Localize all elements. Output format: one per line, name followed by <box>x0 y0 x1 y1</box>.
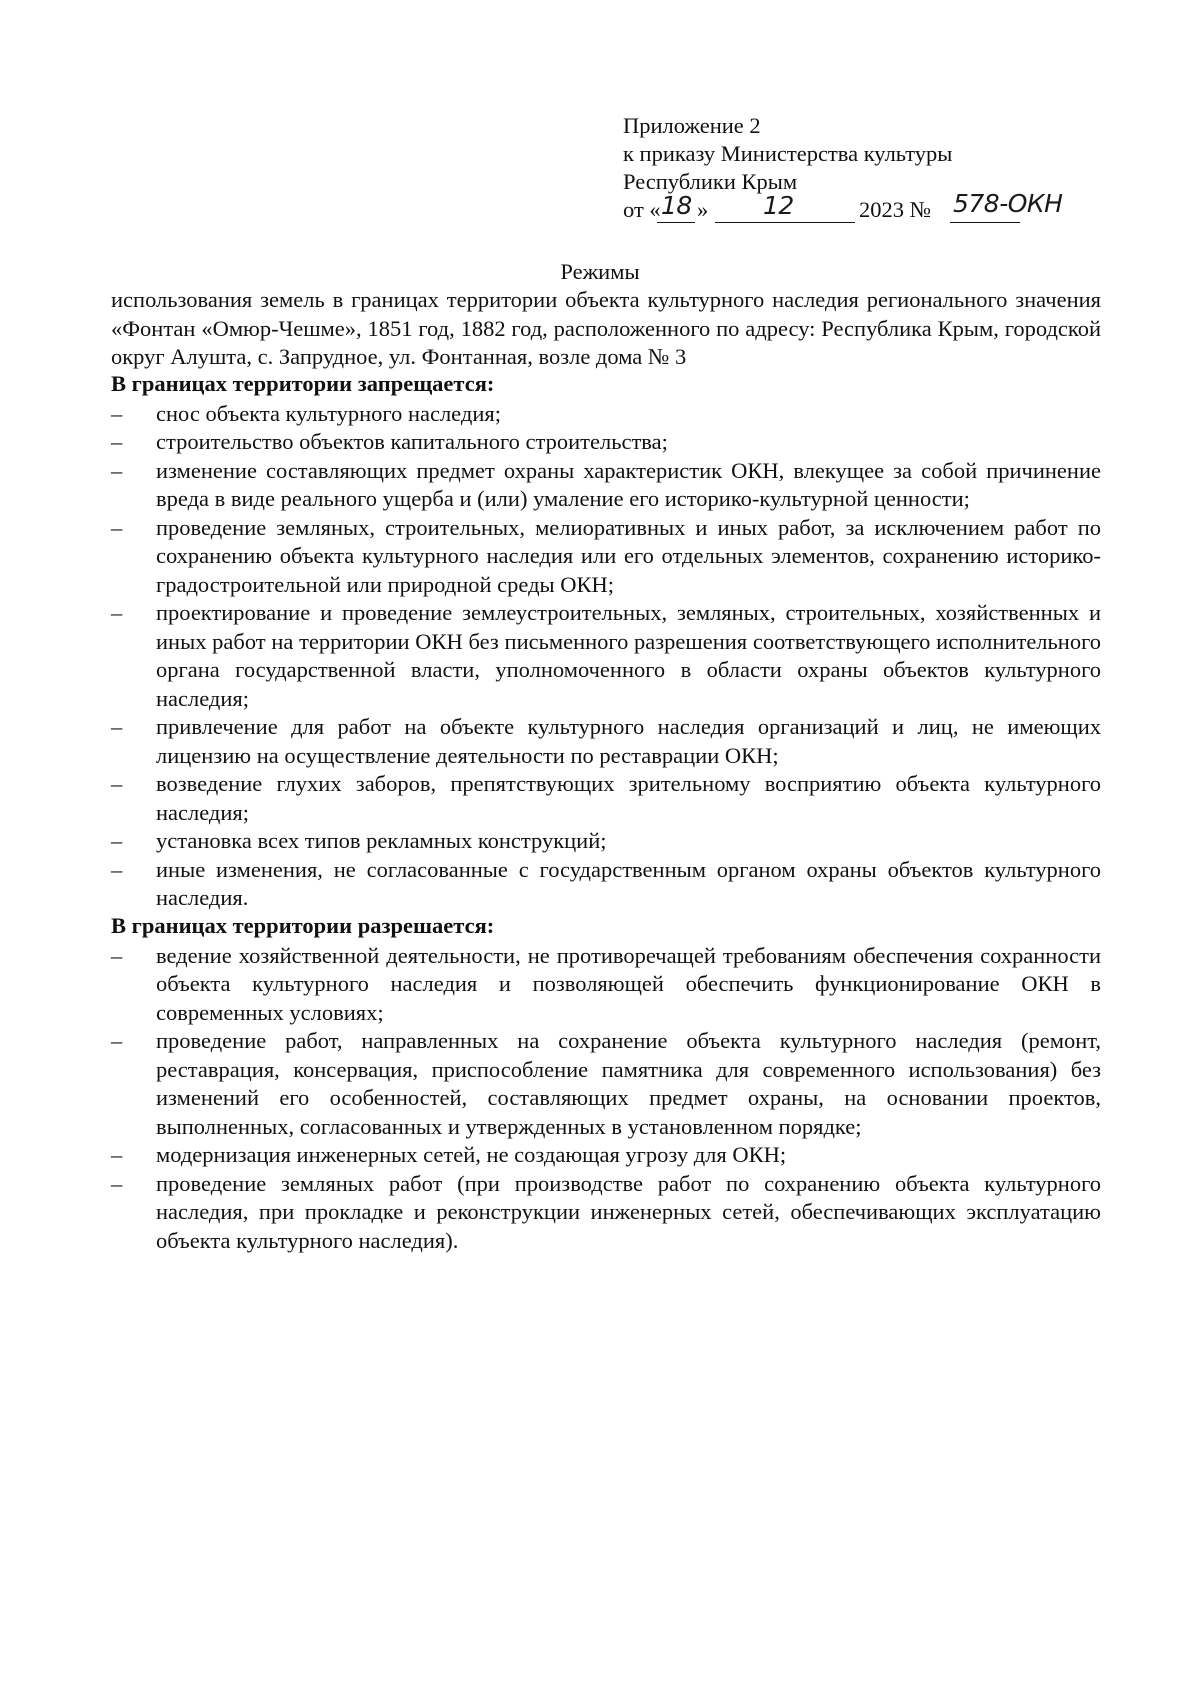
prohibited-heading: В границах территории запрещается: <box>111 371 495 396</box>
dash-marker: – <box>111 714 123 739</box>
list-item-text: модернизация инженерных сетей, не создающая угрозу для ОКН; <box>156 1142 787 1167</box>
dash-marker: – <box>111 856 123 882</box>
dash-marker: – <box>111 1170 123 1196</box>
dash-marker: – <box>111 1142 123 1167</box>
dash-marker: – <box>111 400 123 426</box>
list-item-text: привлечение для работ на объекте культурного наследия организаций и лиц, не имеющих лицензию на осуществление деятельности по реставрации ОКН; <box>156 714 1101 768</box>
list-item <box>111 599 1101 713</box>
list-item-text: иные изменения, не согласованные с государственным органом охраны объектов культурного наследия. <box>156 856 1101 910</box>
document-subtitle: использования земель в границах территории объекта культурного наследия регионального значения «Фонтан «Омюр-Чешме», 1851 год, 1882 год, расположенного по адресу: Республика Крым, городской округ Алушта, с. Запрудное, ул. Фонтанная, возле дома № 3 <box>111 287 1101 369</box>
appendix-date-line <box>623 189 1103 230</box>
list-item-text: изменение составляющих предмет охраны характеристик ОКН, влекущее за собой причинение вреда в виде реального ущерба и (или) умаление его историко-культурной ценности; <box>156 457 1101 511</box>
date-year-number-label: 2023 № <box>859 197 932 222</box>
dash-marker: – <box>111 771 123 796</box>
list-item <box>111 457 1101 514</box>
list-item-text: возведение глухих заборов, препятствующих зрительному восприятию объекта культурного наследия; <box>156 771 1101 825</box>
list-item-text: ведение хозяйственной деятельности, не противоречащей требованиям обеспечения сохранности объекта культурного наследия и позволяющей обеспечить функционирование ОКН в современных условиях; <box>156 942 1101 1025</box>
dash-marker: – <box>111 429 123 454</box>
list-item-text: снос объекта культурного наследия; <box>156 400 501 426</box>
list-item <box>111 1170 1101 1256</box>
list-item-text: установка всех типов рекламных конструкций; <box>156 828 607 853</box>
dash-marker: – <box>111 942 123 968</box>
order-number-handwritten: 578-ОКН <box>953 189 1063 218</box>
list-item-text: проведение земляных работ (при производстве работ по сохранению объекта культурного наследия, при прокладке и реконструкции инженерных сетей, обеспечивающих эксплуатацию объекта культурного наследия). <box>156 1170 1101 1253</box>
list-item <box>111 514 1101 600</box>
list-item <box>111 770 1101 827</box>
list-item <box>111 400 1101 429</box>
prohibited-list <box>111 400 1101 913</box>
dash-marker: – <box>111 828 123 853</box>
list-item <box>111 428 1101 457</box>
dash-marker: – <box>111 600 123 625</box>
dash-marker: – <box>111 1028 123 1053</box>
allowed-section <box>111 912 1101 1255</box>
list-item <box>111 713 1101 770</box>
dash-marker: – <box>111 457 123 483</box>
date-month-handwritten: 12 <box>763 191 794 220</box>
appendix-number: Приложение 2 <box>623 113 761 138</box>
list-item <box>111 1141 1101 1170</box>
prohibited-section <box>111 370 1101 913</box>
dash-marker: – <box>111 514 123 540</box>
list-item <box>111 942 1101 1028</box>
list-item <box>111 856 1101 913</box>
date-day-close: » <box>697 197 709 222</box>
appendix-header <box>623 112 1103 230</box>
allowed-heading: В границах территории разрешается: <box>111 913 495 938</box>
appendix-order-ref: к приказу Министерства культуры <box>623 141 953 166</box>
list-item <box>111 1027 1101 1141</box>
list-item-text: проектирование и проведение землеустроительных, земляных, строительных, хозяйственных и иных работ на территории ОКН без письменного разрешения соответствующего исполнительного органа государственной власти, уполномоченного в области охраны объектов культурного наследия; <box>156 600 1101 711</box>
date-prefix: от « <box>623 197 661 222</box>
list-item <box>111 827 1101 856</box>
document-title: Режимы <box>560 259 640 284</box>
list-item-text: проведение земляных, строительных, мелиоративных и иных работ, за исключением работ по сохранению объекта культурного наследия или его отдельных элементов, сохранению историко-градостроительной или природной среды ОКН; <box>156 514 1101 597</box>
date-day-handwritten: 18 <box>661 191 692 220</box>
allowed-list <box>111 942 1101 1256</box>
appendix-republic: Республики Крым <box>623 169 798 194</box>
list-item-text: проведение работ, направленных на сохранение объекта культурного наследия (ремонт, реставрация, консервация, приспособление памятника для современного использования) без изменений его особенностей, составляющих предмет охраны, на основании проектов, выполненных, согласованных и утвержденных в установленном порядке; <box>156 1028 1101 1139</box>
list-item-text: строительство объектов капитального строительства; <box>156 429 668 454</box>
